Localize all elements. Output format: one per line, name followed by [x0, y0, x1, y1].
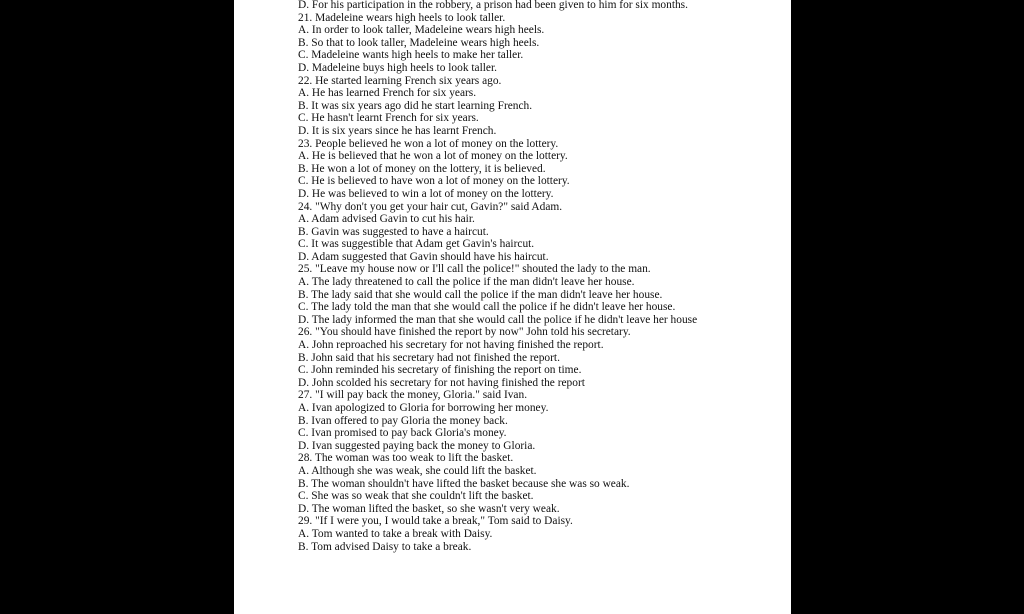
text-line: D. It is six years since he has learnt French. [298, 124, 497, 137]
text-line: A. Although she was weak, she could lift the basket. [298, 464, 537, 477]
document-text [298, 0, 778, 553]
text-line: B. John said that his secretary had not finished the report. [298, 351, 560, 364]
text-line: D. The woman lifted the basket, so she wasn't very weak. [298, 502, 560, 515]
text-line: D. The lady informed the man that she would call the police if he didn't leave her house [298, 313, 698, 326]
text-line: 21. Madeleine wears high heels to look taller. [298, 11, 506, 24]
text-line: B. Gavin was suggested to have a haircut. [298, 225, 489, 238]
text-line: D. Adam suggested that Gavin should have his haircut. [298, 250, 549, 263]
text-line: C. The lady told the man that she would call the police if he didn't leave her house. [298, 301, 676, 314]
text-line: 26. "You should have finished the report by now" John told his secretary. [298, 326, 631, 339]
text-line: A. In order to look taller, Madeleine wears high heels. [298, 24, 545, 37]
text-line: D. Madeleine buys high heels to look taller. [298, 61, 497, 74]
text-line: A. Ivan apologized to Gloria for borrowing her money. [298, 402, 549, 414]
text-line: B. So that to look taller, Madeleine wears high heels. [298, 36, 540, 49]
text-line: A. Adam advised Gavin to cut his hair. [298, 213, 475, 226]
text-line: A. Tom wanted to take a break with Daisy. [298, 527, 493, 540]
text-line: C. John reminded his secretary of finishing the report on time. [298, 364, 582, 377]
text-line: C. It was suggestible that Adam get Gavin's haircut. [298, 238, 535, 251]
text-line: 25. "Leave my house now or I'll call the police!" shouted the lady to the man. [298, 263, 651, 276]
text-line: B. The lady said that she would call the police if the man didn't leave her house. [298, 288, 663, 301]
text-line: B. The woman shouldn't have lifted the basket because she was so weak. [298, 477, 630, 490]
text-line: A. The lady threatened to call the police if the man didn't leave her house. [298, 276, 635, 289]
text-line: A. John reproached his secretary for not having finished the report. [298, 339, 604, 352]
text-line: C. She was so weak that she couldn't lift the basket. [298, 490, 534, 503]
text-line: B. Ivan offered to pay Gloria the money back. [298, 414, 508, 427]
text-line: D. Ivan suggested paying back the money to Gloria. [298, 439, 536, 452]
text-line: 29. "If I were you, I would take a break," Tom said to Daisy. [298, 515, 573, 528]
text-line: C. Ivan promised to pay back Gloria's money. [298, 427, 507, 440]
text-line: 22. He started learning French six years ago. [298, 74, 502, 87]
text-line: A. He is believed that he won a lot of money on the lottery. [298, 150, 568, 163]
text-line: B. It was six years ago did he start learning French. [298, 99, 533, 112]
text-line: D. John scolded his secretary for not having finished the report [298, 376, 585, 389]
text-line: D. He was believed to win a lot of money on the lottery. [298, 187, 554, 200]
text-line: B. Tom advised Daisy to take a break. [298, 540, 472, 553]
text-line: 27. "I will pay back the money, Gloria." said Ivan. [298, 389, 528, 402]
text-line: A. He has learned French for six years. [298, 87, 477, 100]
text-line: B. He won a lot of money on the lottery, it is believed. [298, 162, 546, 175]
text-line: C. He hasn't learnt French for six years. [298, 112, 479, 125]
text-line: D. For his participation in the robbery, a prison had been given to him for six months. [298, 0, 688, 11]
text-line: 24. "Why don't you get your hair cut, Gavin?" said Adam. [298, 200, 563, 213]
text-line: 23. People believed he won a lot of money on the lottery. [298, 137, 559, 150]
text-line: 28. The woman was too weak to lift the basket. [298, 452, 514, 465]
document-page [234, 0, 791, 614]
text-line: C. Madeleine wants high heels to make her taller. [298, 49, 524, 62]
text-line: C. He is believed to have won a lot of money on the lottery. [298, 175, 570, 188]
